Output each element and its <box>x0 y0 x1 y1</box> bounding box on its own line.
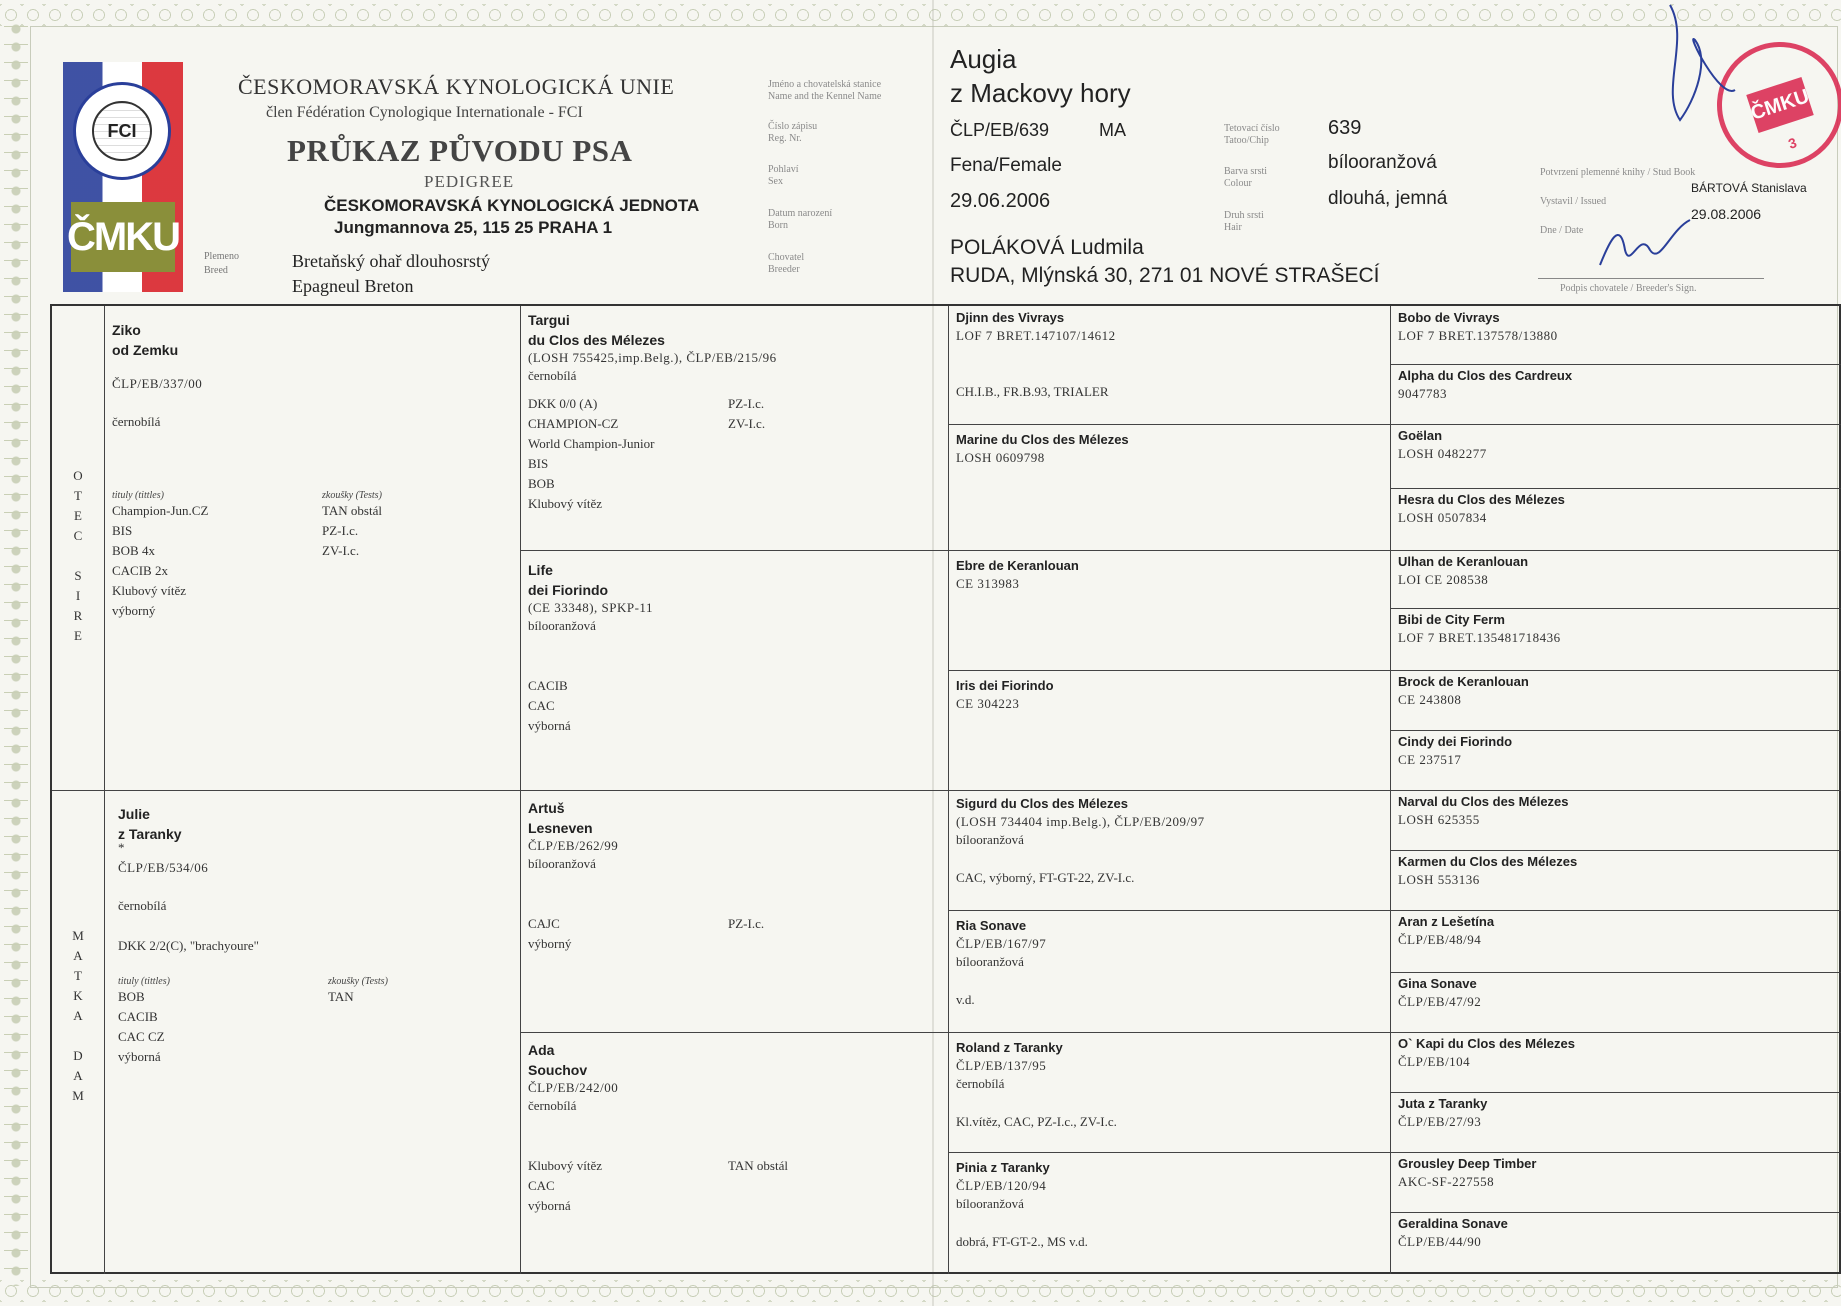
side-letter: K <box>73 988 83 1003</box>
grandparent-kennel: Lesneven <box>528 820 593 836</box>
sire-title: Klubový vítěz <box>112 583 187 598</box>
g4-name: Karmen du Clos des Mélezes <box>1398 854 1578 869</box>
side-letter: E <box>74 508 82 523</box>
g3-reg: ČLP/EB/120/94 <box>956 1178 1047 1193</box>
g4-name: Goëlan <box>1398 428 1443 443</box>
club-address: Jungmannova 25, 115 25 PRAHA 1 <box>334 218 613 237</box>
g3-cell <box>956 430 1386 466</box>
document-title: PRŮKAZ PŮVODU PSA <box>287 133 633 168</box>
reg-suffix: MA <box>1099 120 1126 140</box>
g4-cell <box>1398 672 1838 708</box>
sire-test: PZ-I.c. <box>322 523 359 538</box>
award: výborná <box>528 1198 571 1213</box>
issue-date: 29.08.2006 <box>1691 206 1762 222</box>
grandparent-name: Targui <box>528 312 570 328</box>
g4-name: Grousley Deep Timber <box>1398 1156 1537 1171</box>
g3-cell <box>956 1038 1386 1132</box>
g4-reg: LOSH 0507834 <box>1398 510 1487 525</box>
side-letter: E <box>74 628 82 643</box>
grandparent-cell-dd <box>528 1040 938 1216</box>
award: PZ-I.c. <box>728 396 765 411</box>
award: PZ-I.c. <box>728 916 765 931</box>
g4-name: Geraldina Sonave <box>1398 1216 1508 1231</box>
date-label: Dne / Date <box>1540 225 1584 236</box>
g3-reg: (LOSH 734404 imp.Belg.), ČLP/EB/209/97 <box>956 814 1205 829</box>
grandparent-name: Artuš <box>528 800 565 816</box>
document-subtitle: PEDIGREE <box>424 172 515 191</box>
g4-cell <box>1398 1214 1838 1250</box>
g4-name: Brock de Keranlouan <box>1398 674 1529 689</box>
sire-test: TAN obstál <box>322 503 382 518</box>
g4-cell <box>1398 610 1838 646</box>
breed-value: Bretaňský ohař dlouhosrstý Epagneul Breton <box>292 251 490 296</box>
award: CAC <box>528 1178 555 1193</box>
side-letter: T <box>74 488 82 503</box>
reg-number: ČLP/EB/639 <box>950 120 1050 140</box>
award: TAN obstál <box>728 1158 788 1173</box>
dam-title: CAC CZ <box>118 1029 165 1044</box>
award: výborný <box>528 936 572 951</box>
awards-left <box>528 394 728 514</box>
g4-reg: AKC-SF-227558 <box>1398 1174 1495 1189</box>
side-letter <box>76 546 79 566</box>
breeder-sign-label: Podpis chovatele / Breeder's Sign. <box>1560 283 1697 294</box>
g4-cell <box>1398 912 1838 948</box>
g4-reg: 9047783 <box>1398 386 1447 401</box>
g3-cell <box>956 1158 1386 1252</box>
side-letter: M <box>72 1088 84 1103</box>
g3-reg: LOSH 0609798 <box>956 450 1045 465</box>
award: DKK 0/0 (A) <box>528 396 598 411</box>
grandparent-kennel: dei Fiorindo <box>528 582 609 598</box>
g3-colour: černobílá <box>956 1076 1005 1091</box>
sire-cell: Ziko od Zemku ČLP/EB/337/00 černobílá tituly (tittles) Champion-Jun.CZ BIS BOB 4x CACIB 2x Klubový vítěz výborný zkoušky (Tests) TAN obstál PZ-I.c. ZV-I.c. <box>112 320 512 621</box>
sex-value: Fena/Female <box>950 155 1062 176</box>
g4-cell <box>1398 426 1838 462</box>
award: výborná <box>528 718 571 733</box>
cmku-logo <box>63 62 183 292</box>
g4-name: Narval du Clos des Mélezes <box>1398 794 1569 809</box>
g4-reg: LOSH 553136 <box>1398 872 1480 887</box>
g4-cell <box>1398 552 1838 588</box>
grandparent-awards <box>528 914 938 954</box>
g3-colour: bílooranžová <box>956 832 1024 847</box>
award: BOB <box>528 476 555 491</box>
sex-label: Pohlaví Sex <box>768 164 799 187</box>
g4-reg: ČLP/EB/48/94 <box>1398 932 1482 947</box>
side-letter: R <box>73 608 83 623</box>
dog-name: Augia z Mackovy hory <box>950 44 1131 108</box>
g3-extra: CAC, výborný, FT-GT-22, ZV-I.c. <box>956 870 1135 885</box>
g4-reg: LOF 7 BRET.137578/13880 <box>1398 328 1558 343</box>
g4-name: Alpha du Clos des Cardreux <box>1398 368 1573 383</box>
g4-reg: LOSH 0482277 <box>1398 446 1487 461</box>
grandparent-awards <box>528 1156 938 1216</box>
fci-globe-icon <box>73 82 171 180</box>
grandparent-colour: bílooranžová <box>528 618 596 633</box>
g3-name: Ebre de Keranlouan <box>956 558 1079 573</box>
g3-reg: CE 313983 <box>956 576 1020 591</box>
grandparent-cell-ds <box>528 798 938 954</box>
fci-membership: člen Fédération Cynologique Internationale - FCI <box>266 104 583 121</box>
award: Klubový vítěz <box>528 496 603 511</box>
dam-title: CACIB <box>118 1009 158 1024</box>
dam-title: BOB <box>118 989 145 1004</box>
g3-name: Sigurd du Clos des Mélezes <box>956 796 1128 811</box>
g4-name: Bobo de Vivrays <box>1398 310 1500 325</box>
grandparent-kennel: Souchov <box>528 1062 588 1078</box>
g4-cell <box>1398 1094 1838 1130</box>
side-letter: I <box>75 588 81 603</box>
dam-cell: Julie z Taranky * ČLP/EB/534/06 černobílá DKK 2/2(C), "brachyoure" tituly (tittles) BOB CACIB CAC CZ výborná zkoušky (Tests) TAN <box>118 804 518 1067</box>
grandparent-reg: (LOSH 755425,imp.Belg.), ČLP/EB/215/96 <box>528 350 777 365</box>
g4-name: Gina Sonave <box>1398 976 1477 991</box>
grandparent-awards <box>528 676 938 736</box>
g4-name: Aran z Lešetína <box>1398 914 1495 929</box>
g3-name: Marine du Clos des Mélezes <box>956 432 1129 447</box>
award: BIS <box>528 456 549 471</box>
g3-extra: dobrá, FT-GT-2., MS v.d. <box>956 1234 1088 1249</box>
cmku-logo-text: ČMKU <box>71 202 175 272</box>
grandparent-name: Life <box>528 562 553 578</box>
side-letter: D <box>73 1048 83 1063</box>
g4-cell <box>1398 852 1838 888</box>
side-letter: T <box>74 968 82 983</box>
award: Klubový vítěz <box>528 1158 603 1173</box>
g3-colour: bílooranžová <box>956 954 1024 969</box>
sire-title: Champion-Jun.CZ <box>112 503 209 518</box>
g4-cell <box>1398 732 1838 768</box>
grandparent-colour: bílooranžová <box>528 856 596 871</box>
grandparent-reg: ČLP/EB/242/00 <box>528 1080 619 1095</box>
g3-cell <box>956 794 1386 888</box>
name-label: Jméno a chovatelská stanice Name and the Kennel Name <box>768 79 882 102</box>
g3-cell <box>956 916 1386 1010</box>
side-letter: O <box>73 468 83 483</box>
g3-extra: v.d. <box>956 992 975 1007</box>
award: CAC <box>528 698 555 713</box>
g4-name: Bibi de City Ferm <box>1398 612 1505 627</box>
awards-right <box>728 394 765 514</box>
awards-left <box>528 676 728 736</box>
g3-extra: Kl.vítěz, CAC, PZ-I.c., ZV-I.c. <box>956 1114 1117 1129</box>
g4-name: Ulhan de Keranlouan <box>1398 554 1529 569</box>
grandparent-kennel: du Clos des Mélezes <box>528 332 665 348</box>
g4-cell <box>1398 366 1838 402</box>
studbook-label: Potvrzení plemenné knihy / Stud Book <box>1540 167 1696 178</box>
issued-by: BÁRTOVÁ Stanislava <box>1691 181 1807 195</box>
g4-cell <box>1398 974 1838 1010</box>
grandparent-reg: ČLP/EB/262/99 <box>528 838 619 853</box>
sire-title: BOB 4x <box>112 543 155 558</box>
tattoo-value: 639 <box>1328 117 1362 139</box>
side-letter: A <box>73 1068 83 1083</box>
reg-label: Číslo zápisu Reg. Nr. <box>768 121 818 144</box>
tattoo-label: Tetovací číslo Tatoo/Chip <box>1224 123 1280 146</box>
sire-title: BIS <box>112 523 133 538</box>
g3-cell <box>956 308 1386 402</box>
decorative-border-left <box>4 20 28 1286</box>
stamp-number: 3 <box>1786 134 1799 152</box>
g4-name: Hesra du Clos des Mélezes <box>1398 492 1565 507</box>
grandparent-cell-sd <box>528 560 938 736</box>
issued-label: Vystavil / Issued <box>1540 196 1607 207</box>
awards-right <box>728 914 764 954</box>
awards-left <box>528 914 728 954</box>
g4-name: Cindy dei Fiorindo <box>1398 734 1513 749</box>
g4-cell <box>1398 792 1838 828</box>
g3-name: Ria Sonave <box>956 918 1027 933</box>
g3-name: Roland z Taranky <box>956 1040 1063 1055</box>
breeder-signature-icon <box>1590 210 1700 280</box>
g3-name: Pinia z Taranky <box>956 1160 1050 1175</box>
grandparent-reg: (CE 33348), SPKP-11 <box>528 600 653 615</box>
g4-name: Juta z Taranky <box>1398 1096 1488 1111</box>
grandparent-colour: černobílá <box>528 368 577 383</box>
award: ZV-I.c. <box>728 416 766 431</box>
side-letter <box>76 1026 79 1046</box>
pedigree-table <box>50 304 1841 1274</box>
g4-name: O` Kapi du Clos des Mélezes <box>1398 1036 1575 1051</box>
award: CAJC <box>528 916 560 931</box>
sire-side-label <box>52 466 104 666</box>
sire-title: CACIB 2x <box>112 563 168 578</box>
g4-reg: LOF 7 BRET.135481718436 <box>1398 630 1561 645</box>
g3-name: Iris dei Fiorindo <box>956 678 1054 693</box>
g4-cell <box>1398 490 1838 526</box>
born-label: Datum narození Born <box>768 208 833 231</box>
g4-reg: ČLP/EB/44/90 <box>1398 1234 1482 1249</box>
colour-label: Barva srsti Colour <box>1224 166 1268 189</box>
side-letter: A <box>73 948 83 963</box>
org-title: ČESKOMORAVSKÁ KYNOLOGICKÁ UNIE <box>238 74 675 99</box>
breeder-name: POLÁKOVÁ Ludmila <box>950 236 1144 259</box>
grandparent-cell-ss <box>528 310 938 514</box>
award: CACIB <box>528 678 568 693</box>
g4-reg: CE 243808 <box>1398 692 1462 707</box>
g3-cell <box>956 556 1386 592</box>
g4-cell <box>1398 1154 1838 1190</box>
g4-reg: LOI CE 208538 <box>1398 572 1489 587</box>
dam-title: výborná <box>118 1049 161 1064</box>
g3-reg: CE 304223 <box>956 696 1020 711</box>
breeder-address: RUDA, Mlýnská 30, 271 01 NOVÉ STRAŠECÍ <box>950 264 1380 287</box>
grandparent-awards <box>528 394 938 514</box>
side-letter: A <box>73 1008 83 1023</box>
born-value: 29.06.2006 <box>950 190 1051 212</box>
breed-label: Plemeno Breed <box>204 251 239 276</box>
g3-extra: CH.I.B., FR.B.93, TRIALER <box>956 384 1109 399</box>
club-name: ČESKOMORAVSKÁ KYNOLOGICKÁ JEDNOTA <box>324 196 700 215</box>
grandparent-name: Ada <box>528 1042 555 1058</box>
g4-cell <box>1398 308 1838 344</box>
g4-reg: ČLP/EB/27/93 <box>1398 1114 1482 1129</box>
g3-colour: bílooranžová <box>956 1196 1024 1211</box>
hair-label: Druh srsti Hair <box>1224 210 1264 233</box>
g4-reg: CE 237517 <box>1398 752 1462 767</box>
g4-cell <box>1398 1034 1838 1070</box>
g3-name: Djinn des Vivrays <box>956 310 1065 325</box>
g4-reg: LOSH 625355 <box>1398 812 1480 827</box>
dam-test: TAN <box>328 989 354 1004</box>
g3-cell <box>956 676 1386 712</box>
signature-icon <box>1650 0 1740 140</box>
dam-side-label <box>52 926 104 1126</box>
decorative-border-top <box>0 4 1841 26</box>
hair-value: dlouhá, jemná <box>1328 188 1448 209</box>
sire-title: výborný <box>112 603 156 618</box>
grandparent-colour: černobílá <box>528 1098 577 1113</box>
breeder-label: Chovatel Breeder <box>768 252 805 275</box>
g3-reg: LOF 7 BRET.147107/14612 <box>956 328 1116 343</box>
side-letter: C <box>73 528 83 543</box>
award: World Champion-Junior <box>528 436 655 451</box>
awards-left <box>528 1156 728 1216</box>
fci-logo-text: FCI <box>92 101 152 161</box>
g4-reg: ČLP/EB/104 <box>1398 1054 1471 1069</box>
stamp-logo-text: ČMKU <box>1746 77 1814 133</box>
award: CHAMPION-CZ <box>528 416 619 431</box>
g3-reg: ČLP/EB/167/97 <box>956 936 1047 951</box>
side-letter: S <box>74 568 82 583</box>
sire-test: ZV-I.c. <box>322 543 360 558</box>
g4-reg: ČLP/EB/47/92 <box>1398 994 1482 1009</box>
side-letter: M <box>72 928 84 943</box>
awards-right <box>728 1156 788 1216</box>
colour-value: bílooranžová <box>1328 152 1437 173</box>
g3-reg: ČLP/EB/137/95 <box>956 1058 1047 1073</box>
